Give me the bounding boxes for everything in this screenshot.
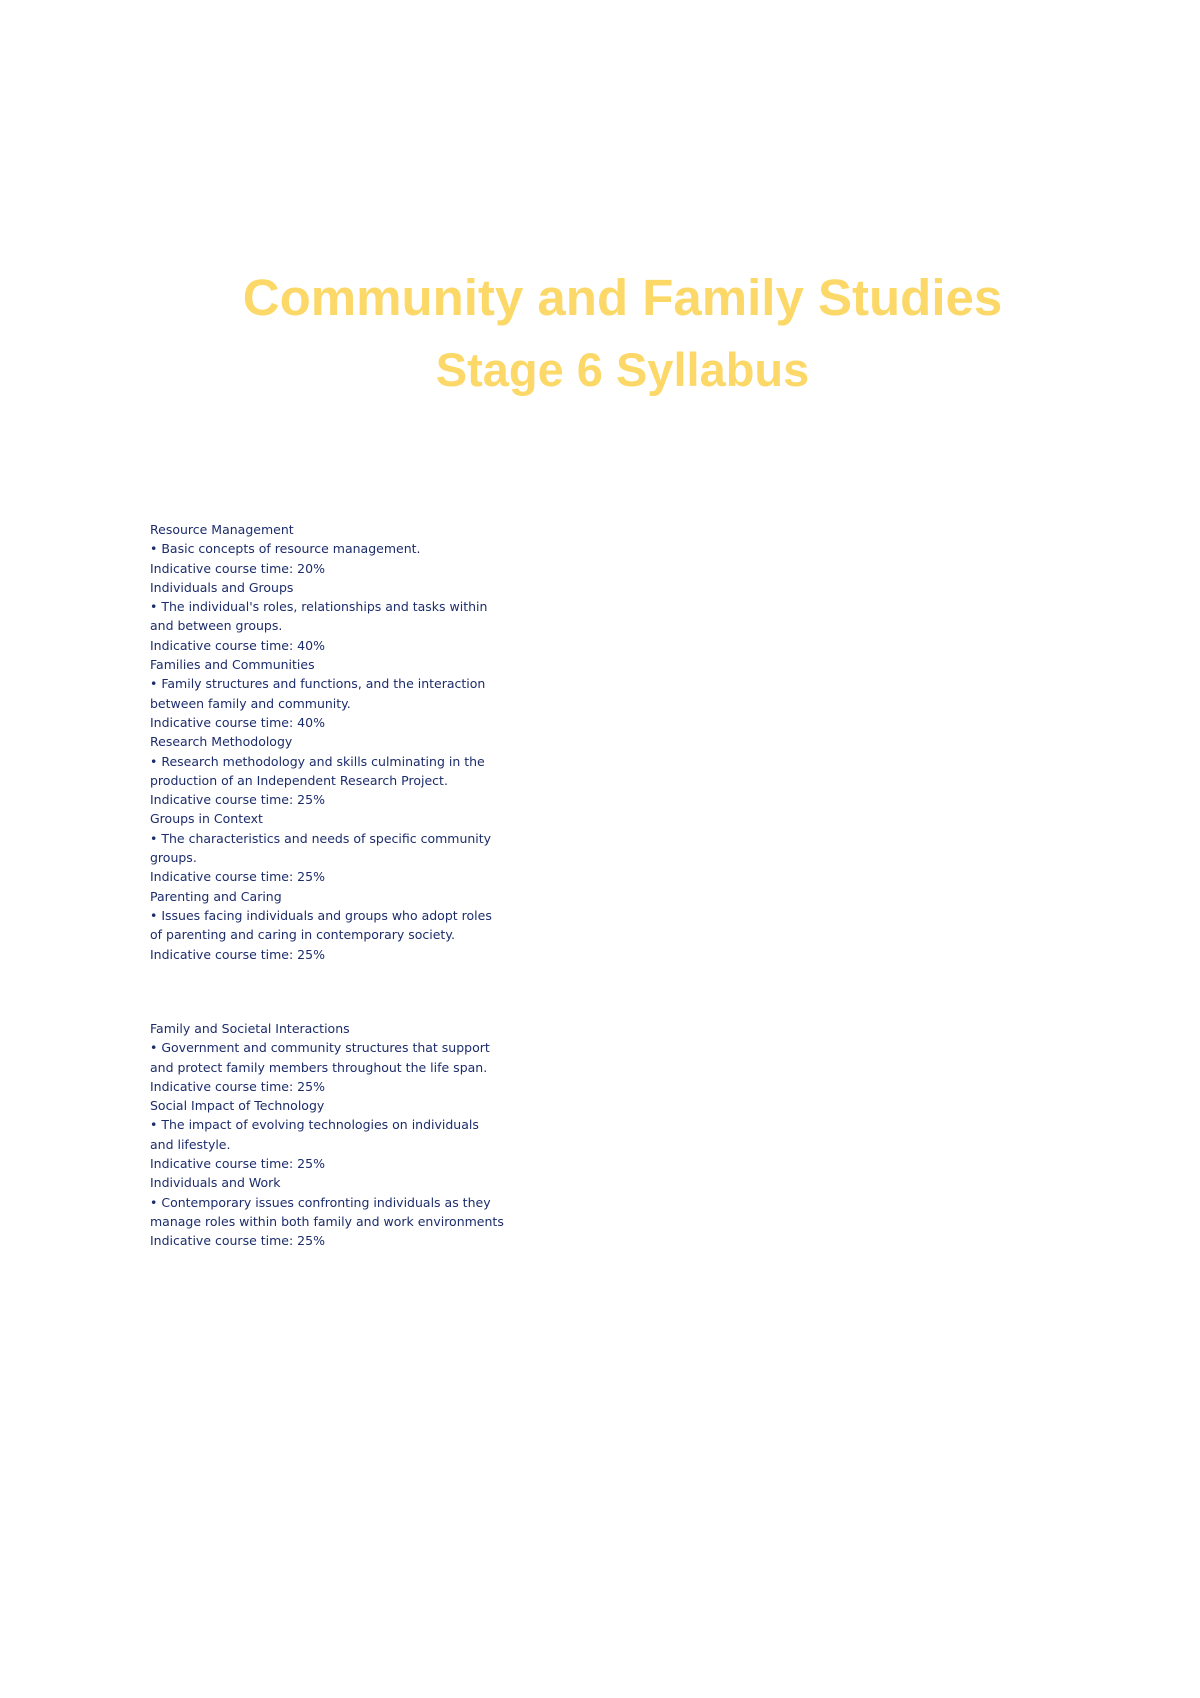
topic-text-line: between family and community.: [150, 695, 351, 711]
course-time-line: Indicative course time: 25%: [150, 1156, 325, 1172]
course-time-line: Indicative course time: 25%: [150, 792, 325, 808]
document-title: Community and Family Studies: [242, 269, 1003, 326]
topic-text-line: Individuals and Work: [150, 1175, 281, 1191]
topic-description-line: • The individual's roles, relationships and tasks within: [150, 599, 488, 615]
topic-text-line: manage roles within both family and work environments: [150, 1213, 504, 1229]
topic-description-line: • Government and community structures that support: [150, 1040, 490, 1056]
topic-description-line: • Contemporary issues confronting individuals as they: [150, 1194, 491, 1210]
topic-description-line: • Issues facing individuals and groups who adopt roles: [150, 907, 492, 923]
topic-description-line: • The impact of evolving technologies on individuals: [150, 1117, 479, 1133]
topic-text-line: Family and Societal Interactions: [150, 1021, 350, 1036]
topic-text-line: Research Methodology: [150, 734, 293, 750]
course-time-line: Indicative course time: 40%: [150, 637, 325, 653]
course-time-line: Indicative course time: 25%: [150, 1078, 325, 1094]
topic-text-line: groups.: [150, 850, 197, 866]
topic-text-line: Families and Communities: [150, 657, 315, 673]
topic-text-line: and protect family members throughout the life span.: [150, 1059, 488, 1075]
topic-text-line: Individuals and Groups: [150, 579, 294, 595]
topic-text-line: and between groups.: [150, 618, 283, 634]
course-time-line: Indicative course time: 25%: [150, 1233, 325, 1249]
course-time-line: Indicative course time: 20%: [150, 560, 325, 576]
title-block: [0, 268, 1200, 400]
topics-list-part-2: [150, 1019, 550, 1251]
topic-description-line: • Basic concepts of resource management.: [150, 541, 421, 557]
topics-list-part-1: [150, 520, 550, 964]
topic-text-line: Social Impact of Technology: [150, 1098, 325, 1114]
course-time-line: Indicative course time: 25%: [150, 946, 325, 962]
topic-text-line: Groups in Context: [150, 811, 263, 827]
topic-description-line: • Research methodology and skills culminating in the: [150, 753, 485, 769]
topic-description-line: • The characteristics and needs of specific community: [150, 830, 492, 846]
topic-text-line: and lifestyle.: [150, 1136, 231, 1152]
topic-text-line: production of an Independent Research Project.: [150, 772, 448, 788]
topic-text-line: Parenting and Caring: [150, 888, 282, 904]
document-subtitle: Stage 6 Syllabus: [435, 343, 810, 396]
course-time-line: Indicative course time: 25%: [150, 869, 325, 885]
topic-text-line: of parenting and caring in contemporary society.: [150, 927, 455, 943]
topic-text-line: Resource Management: [150, 522, 294, 537]
topic-description-line: • Family structures and functions, and the interaction: [150, 676, 486, 692]
course-time-line: Indicative course time: 40%: [150, 714, 325, 730]
